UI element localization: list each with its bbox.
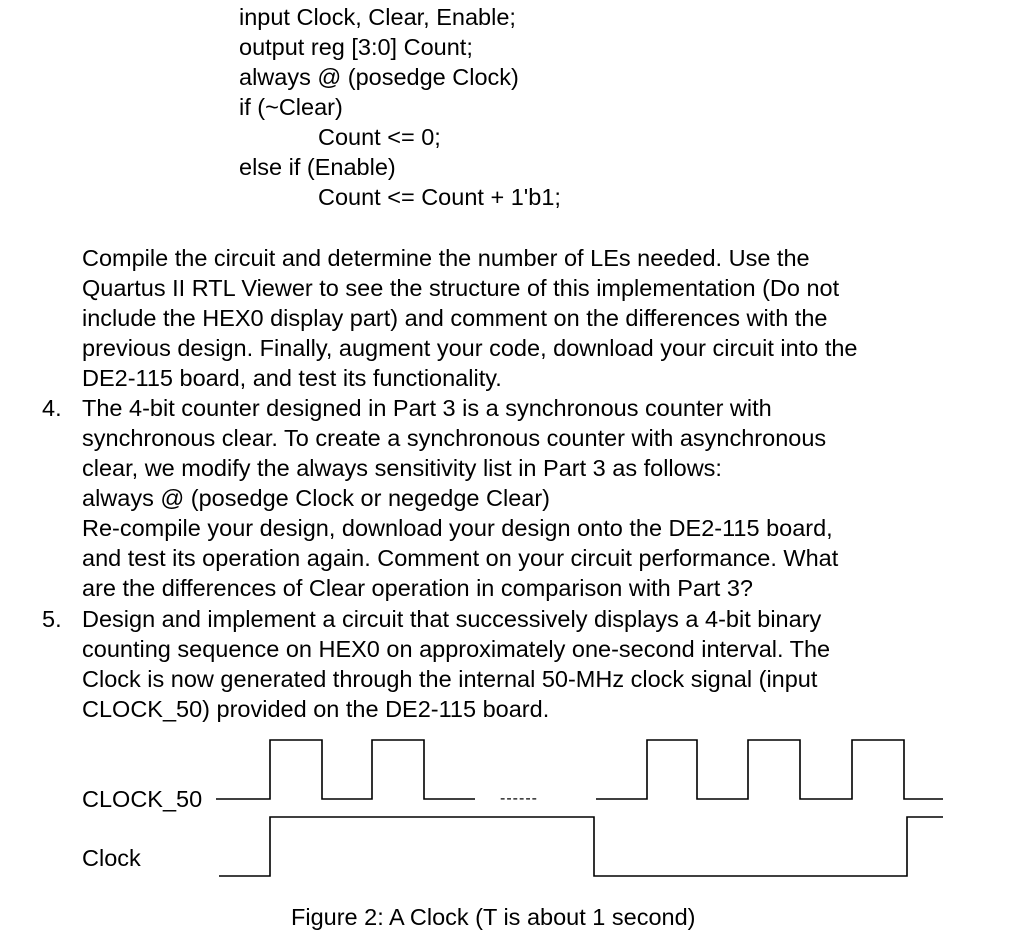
item5-line-4: CLOCK_50) provided on the DE2-115 board. [82,696,550,722]
item4-line-3: clear, we modify the always sensitivity list in Part 3 as follows: [82,455,722,481]
item4-line-1: The 4-bit counter designed in Part 3 is a synchronous counter with [82,395,772,421]
paragraph-line-3: include the HEX0 display part) and comment on the differences with the [82,305,828,331]
code-line-4: if (~Clear) [239,94,343,120]
clock-timing-diagram [0,730,1024,890]
item5-line-3: Clock is now generated through the internal 50-MHz clock signal (input [82,666,818,692]
list-number-4: 4. [42,395,62,421]
waveform-ellipsis: ------ [500,790,538,807]
code-line-6: else if (Enable) [239,154,396,180]
item4-line-2: synchronous clear. To create a synchronous counter with asynchronous [82,425,827,451]
clock-label: Clock [82,845,141,871]
clock-waveform [219,817,943,876]
paragraph-line-2: Quartus II RTL Viewer to see the structure of this implementation (Do not [82,275,840,301]
paragraph-line-4: previous design. Finally, augment your code, download your circuit into the [82,335,858,361]
paragraph-line-1: Compile the circuit and determine the number of LEs needed. Use the [82,245,810,271]
code-line-2: output reg [3:0] Count; [239,34,473,60]
clock50-waveform-left [216,740,475,799]
paragraph-line-5: DE2-115 board, and test its functionality. [82,365,502,391]
code-line-5: Count <= 0; [318,124,441,150]
code-line-7: Count <= Count + 1'b1; [318,184,561,210]
code-line-3: always @ (posedge Clock) [239,64,519,90]
item5-line-1: Design and implement a circuit that successively displays a 4-bit binary [82,606,822,632]
clock50-label: CLOCK_50 [82,786,203,812]
clock50-waveform-right [596,740,943,799]
item4-line-6: and test its operation again. Comment on your circuit performance. What [82,545,839,571]
item4-line-7: are the differences of Clear operation in comparison with Part 3? [82,575,753,601]
figure-caption: Figure 2: A Clock (T is about 1 second) [291,904,696,930]
item4-line-4: always @ (posedge Clock or negedge Clear) [82,485,550,511]
code-line-1: input Clock, Clear, Enable; [239,4,516,30]
list-number-5: 5. [42,606,62,632]
item5-line-2: counting sequence on HEX0 on approximately one-second interval. The [82,636,831,662]
item4-line-5: Re-compile your design, download your design onto the DE2-115 board, [82,515,833,541]
